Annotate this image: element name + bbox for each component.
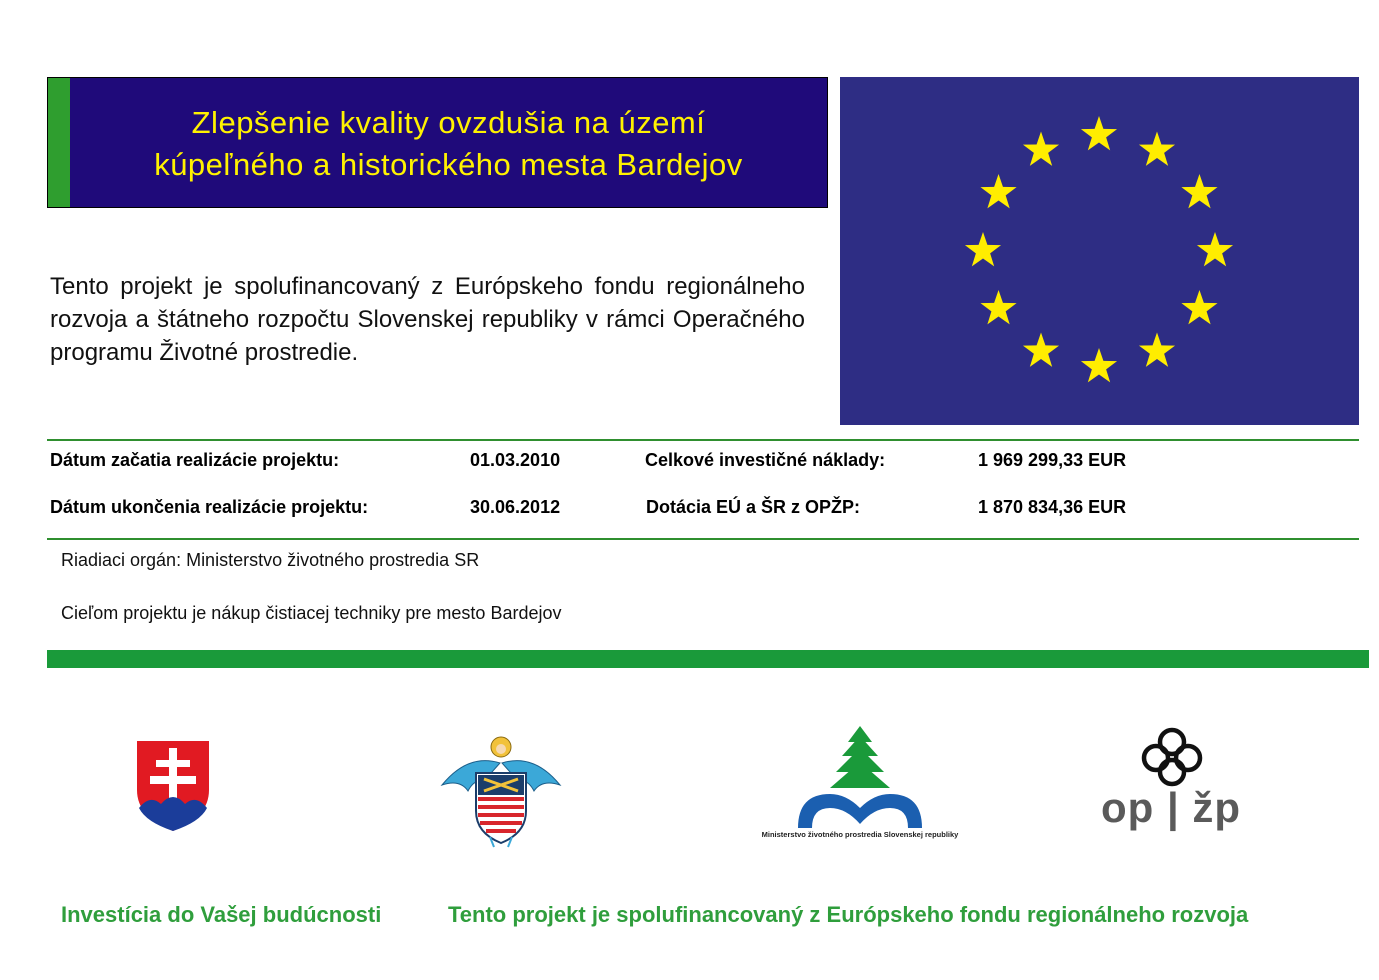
footer-cofinancing-statement: Tento projekt je spolufinancovaný z Európskeho fondu regionálneho rozvoja (448, 902, 1249, 927)
project-title-line-2: kúpeľného a historického mesta Bardejov (154, 147, 743, 182)
ministry-environment-logo-icon (761, 724, 959, 852)
ministry-logo-text: Ministerstvo životného prostredia Slovenskej republiky (761, 830, 959, 839)
start-date-value: 01.03.2010 (470, 450, 561, 470)
grant-value: 1 870 834,36 EUR (978, 497, 1127, 517)
eu-flag-icon (840, 77, 1359, 425)
project-title-line-1: Zlepšenie kvality ovzdušia na území (191, 105, 706, 140)
opzp-logo-icon (1090, 726, 1252, 834)
title-box (47, 77, 828, 208)
end-date-label: Dátum ukončenia realizácie projektu: (50, 497, 369, 517)
end-date-value: 30.06.2012 (470, 497, 561, 517)
footer-investment-slogan: Investícia do Vašej budúcnosti (61, 902, 382, 927)
grant-label: Dotácia EÚ a ŠR z OPŽP: (646, 497, 861, 517)
slovak-coat-of-arms-icon (134, 738, 212, 834)
divider-middle (47, 538, 1359, 540)
total-cost-label: Celkové investičné náklady: (645, 450, 886, 470)
cofinancing-statement: Tento projekt je spolufinancovaný z Európskeho fondu regionálneho rozvoja a štátneho rozpočtu Slovenskej republiky v rámci Operačného programu Životné prostredie. (50, 273, 805, 366)
divider-top (47, 439, 1359, 441)
project-title (70, 102, 827, 186)
title-accent-stripe (48, 78, 70, 207)
project-goal: Cieľom projektu je nákup čistiacej techniky pre mesto Bardejov (61, 603, 562, 623)
total-cost-value: 1 969 299,33 EUR (978, 450, 1127, 470)
managing-body: Riadiaci orgán: Ministerstvo životného prostredia SR (61, 550, 480, 570)
start-date-label: Dátum začatia realizácie projektu: (50, 450, 340, 470)
opzp-logo-text: op | žp (1100, 784, 1242, 831)
bardejov-coat-of-arms-icon (438, 733, 564, 849)
divider-bar (47, 650, 1369, 668)
